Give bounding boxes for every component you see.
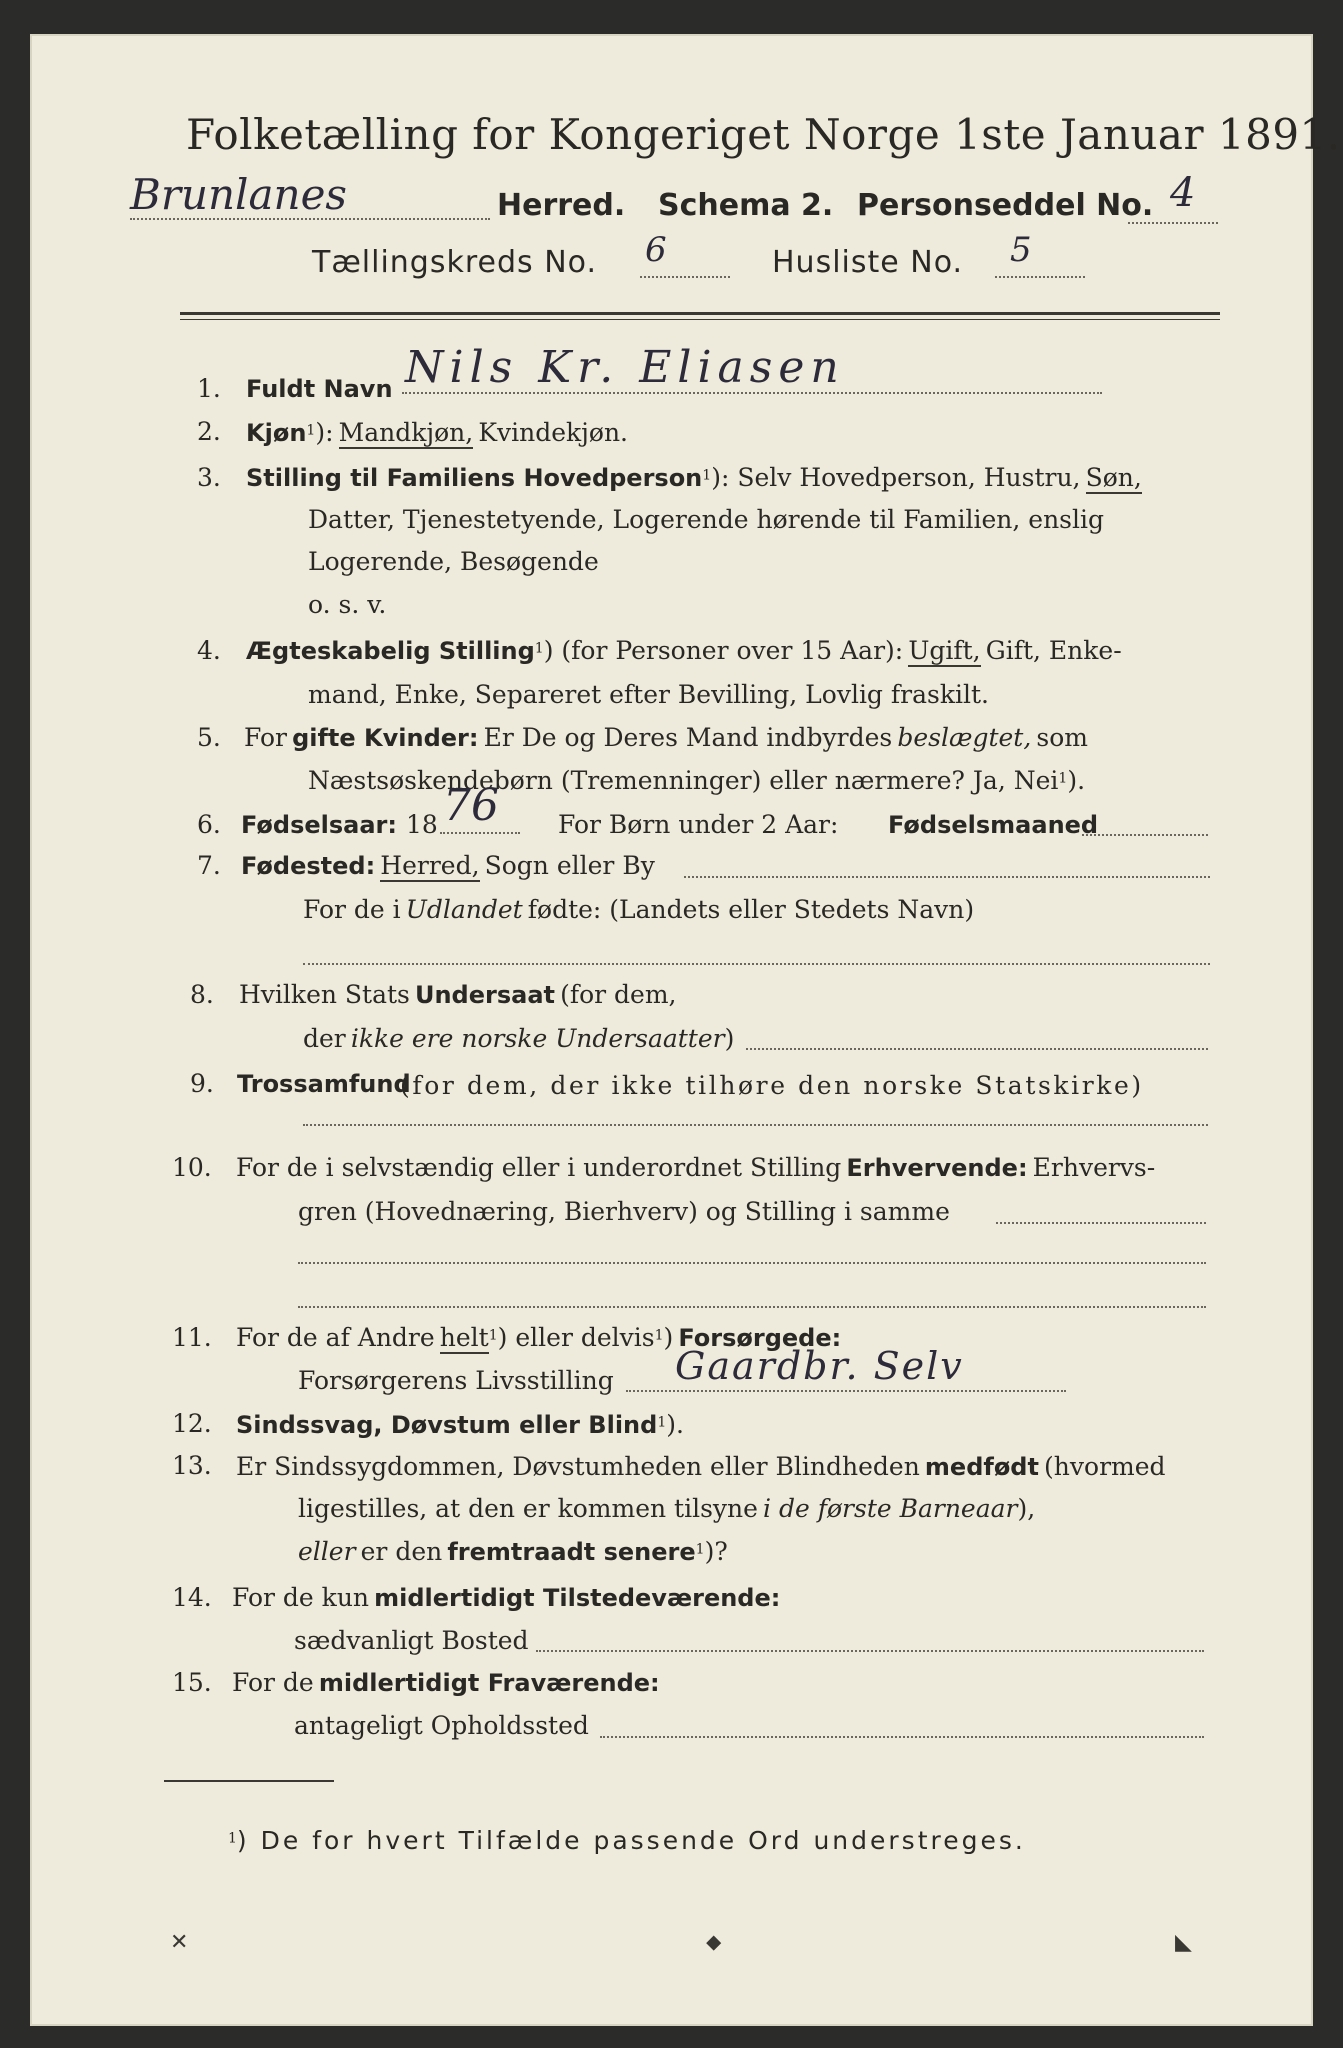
q13-label: medfødt [924,1453,1039,1481]
q8-fill-line [746,1048,1208,1050]
q7-rest: Sogn eller By [484,851,655,880]
q7-line2-pre: For de i [303,895,401,924]
herred-fill-line [130,218,490,220]
q5-number: 5. [197,723,221,752]
q5-end: ). [1067,766,1086,795]
q4-sup: 1 [534,640,544,657]
corner-mark-left: ✕ [170,1930,189,1955]
q13-line3-italic: eller [298,1537,356,1566]
q3-line-3: Logerende, Besøgende [308,547,599,576]
header-rule-bottom [180,319,1220,320]
q6-number: 6. [197,810,221,839]
husliste-fill-line [995,276,1085,278]
q2-option-kvindekjon: Kvindekjøn. [478,418,629,447]
q5-italic: beslægtet, [897,723,1032,752]
q8-line2-pre: der [303,1024,346,1053]
q10-fill-line-2 [298,1262,1206,1264]
q15-line-1 [232,1668,660,1697]
q11-line-2: Forsørgerens Livsstilling [298,1366,614,1395]
husliste-value: 5 [1010,230,1032,270]
q4-number: 4. [197,636,221,665]
q13-sup: 1 [695,1541,705,1558]
q7-line-2 [303,895,974,924]
q13-line2-pre: ligestilles, at den er kommen tilsyne [298,1494,758,1523]
q12-number: 12. [172,1409,212,1438]
footnote-text: ) De for hvert Tilfælde passende Ord understreges. [236,1826,1026,1855]
q5-rest: Er De og Deres Mand indbyrdes [483,723,893,752]
q7-selected: Herred, [380,851,480,880]
q6-fill-line [440,832,520,834]
q5-sup: 1 [1058,770,1068,787]
q12-line [236,1410,684,1439]
q5-line2-text: Næstsøskendebørn (Tremenninger) eller nærmere? Ja, Nei [308,766,1059,795]
q4-line-2: mand, Enke, Separeret efter Bevilling, Lovlig fraskilt. [308,680,989,709]
q4-rest2: Gift, Enke- [985,636,1122,665]
q5-rest2: som [1036,723,1088,752]
q14-pre: For de kun [232,1583,370,1612]
q7-fill-line [684,876,1210,878]
kreds-value: 6 [645,230,667,270]
q9-fill-line [303,1124,1208,1126]
q8-number: 8. [190,980,214,1009]
q3-line-4: o. s. v. [308,590,387,619]
q8-line-1 [239,980,676,1009]
q13-line2-italic: i de første Barneaar [763,1494,1018,1523]
q10-line-1 [236,1153,1155,1182]
schema-label: Schema 2. [658,188,834,223]
q11-answer: Gaardbr. Selv [675,1344,964,1388]
q15-pre: For de [232,1668,314,1697]
q13-line-2 [298,1494,1035,1523]
q4-line-1 [246,636,1122,665]
q4-rest: ) (for Personer over 15 Aar): [543,636,904,665]
q1-fill-line [402,392,1102,394]
q4-label: Ægteskabelig Stilling [246,637,535,665]
kreds-label: Tællingskreds No. [312,245,597,280]
husliste-label: Husliste No. [772,245,964,280]
q15-line-2: antageligt Opholdssted [294,1711,589,1740]
q4-selected: Ugift, [908,636,981,665]
q12-end: ). [666,1410,684,1439]
q2-rest: ): [315,418,334,447]
q6-label: Fødselsaar: [241,811,397,839]
q13-rest: (hvormed [1044,1452,1166,1481]
q3-label: Stilling til Familiens Hovedperson [246,464,703,492]
q10-fill-line-3 [298,1306,1206,1308]
q1-number: 1. [197,374,221,403]
personseddel-label: Personseddel No. [857,188,1154,223]
q13-line3-end: )? [704,1537,728,1566]
q3-number: 3. [197,463,221,492]
q15-number: 15. [172,1668,212,1697]
q7-fill-line-2 [303,963,1210,965]
q6-rest: For Børn under 2 Aar: [558,810,839,839]
q11-mid: ) eller delvis [497,1323,655,1352]
q6-fill-line-2 [1082,834,1208,836]
q3-selected: Søn, [1085,463,1142,492]
q13-line2-end: ), [1017,1494,1036,1523]
q3-rest: ): Selv Hovedperson, Hustru, [711,463,1081,492]
q10-label: Erhvervende: [846,1154,1028,1182]
herred-label: Herred. [497,188,626,223]
q8-label: Undersaat [414,981,555,1009]
q8-line2-italic: ikke ere norske Undersaatter [350,1024,725,1053]
q5-label: gifte Kvinder: [292,724,479,752]
q3-sup: 1 [702,467,712,484]
q11-sup1: 1 [488,1327,498,1344]
q11-number: 11. [172,1323,212,1352]
q6-answer: 76 [443,780,499,831]
q7-number: 7. [197,851,221,880]
q14-line-1 [232,1583,780,1612]
q2-number: 2. [197,417,221,446]
q2-option-mandkjon: Mandkjøn, [338,418,474,447]
form-title: Folketælling for Kongeriget Norge 1ste Januar 1891. [186,110,1341,159]
q9-label: Trossamfund [237,1070,411,1098]
q14-fill-line [536,1650,1204,1652]
q7-line2-rest: fødte: (Landets eller Stedets Navn) [527,895,975,924]
corner-mark-right: ◣ [1175,1930,1192,1955]
header-rule-top [180,312,1220,315]
q8-pre: Hvilken Stats [239,980,410,1009]
q1-answer: Nils Kr. Eliasen [405,342,845,393]
q13-line-1 [236,1452,1166,1481]
q1-label: Fuldt Navn [246,375,393,403]
q12-label: Sindssvag, Døvstum eller Blind [236,1411,658,1439]
footnote-sup: 1 [228,1830,237,1847]
q2-sup: 1 [306,422,316,439]
q6-label2: Fødselsmaaned [888,811,1099,839]
q14-line-2: sædvanligt Bosted [294,1626,529,1655]
q5-line-1 [244,723,1088,752]
q13-line3-label: fremtraadt senere [447,1538,696,1566]
q8-line-2 [303,1024,734,1053]
q11-mid2: ) [663,1323,674,1352]
q10-fill-line [996,1222,1206,1224]
q8-rest: (for dem, [560,980,677,1009]
footnote-rule [164,1780,334,1782]
q13-pre: Er Sindssygdommen, Døvstumheden eller Blindheden [236,1452,920,1481]
q11-selected: helt [439,1323,489,1352]
q6-prefix: 18 [406,810,438,839]
personseddel-fill-line [1128,222,1218,224]
q9-rest: (for dem, der ikke tilhøre den norske Statskirke) [400,1071,1144,1100]
q11-label: Forsørgede: [678,1324,842,1352]
center-mark: ⬥ [706,1930,722,1955]
kreds-fill-line [640,276,730,278]
q15-fill-line [600,1736,1204,1738]
q13-number: 13. [172,1451,212,1480]
q10-pre: For de i selvstændig eller i underordnet Stilling [236,1153,842,1182]
q5-pre: For [244,723,287,752]
q7-label: Fødested: [241,852,376,880]
q10-line-2: gren (Hovednæring, Bierhverv) og Stilling i samme [298,1197,950,1226]
q13-line3-mid: er den [360,1537,443,1566]
q14-number: 14. [172,1583,212,1612]
q3-line-2: Datter, Tjenestetyende, Logerende hørende til Familien, enslig [308,505,1105,534]
q5-line-2 [308,766,1085,795]
herred-handwritten: Brunlanes [130,170,347,219]
q13-line-3 [298,1537,728,1566]
q7-line2-italic: Udlandet [405,895,523,924]
q14-label: midlertidigt Tilstedeværende: [374,1584,781,1612]
q12-sup: 1 [657,1414,667,1431]
q2-line [246,418,628,447]
q7-line-1 [241,851,655,880]
q2-label: Kjøn [246,419,307,447]
footnote [228,1826,1026,1855]
q15-label: midlertidigt Fraværende: [318,1669,660,1697]
q9-number: 9. [190,1069,214,1098]
q11-fill-line [626,1390,1066,1392]
q10-number: 10. [172,1153,212,1182]
q8-line2-end: ) [724,1024,735,1053]
q3-line-1 [246,463,1142,492]
personseddel-value: 4 [1170,170,1196,216]
q11-pre: For de af Andre [236,1323,435,1352]
q10-rest: Erhvervs- [1032,1153,1156,1182]
q11-sup2: 1 [654,1327,664,1344]
